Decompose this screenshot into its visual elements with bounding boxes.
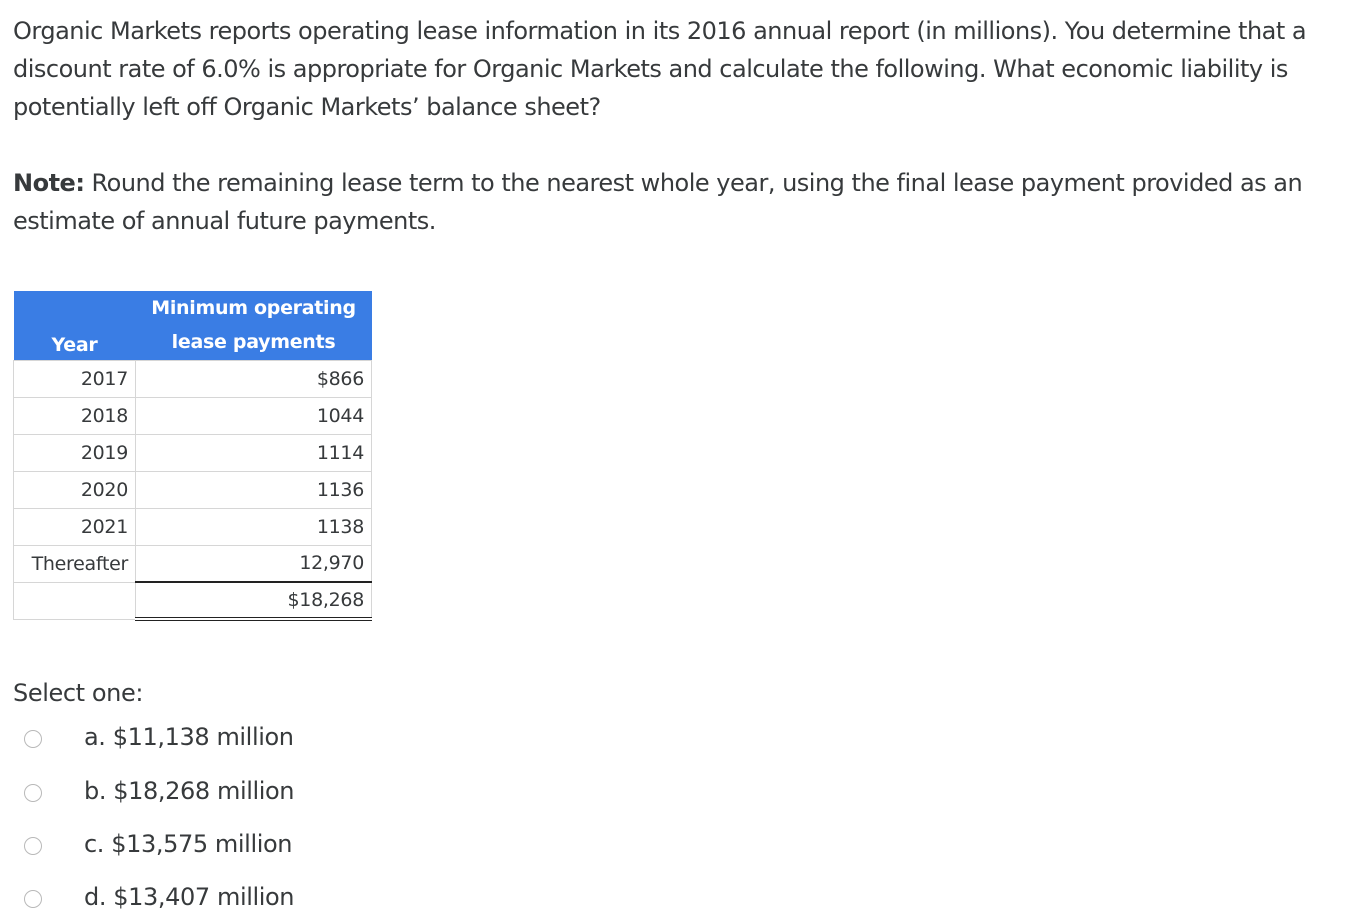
payment-cell: 1138 bbox=[136, 508, 372, 545]
year-cell: 2018 bbox=[14, 397, 136, 434]
table-row bbox=[14, 360, 372, 397]
payments-column-header bbox=[136, 291, 372, 360]
table-row bbox=[14, 434, 372, 471]
payment-cell: 12,970 bbox=[136, 545, 372, 582]
note-label: Note: bbox=[13, 169, 85, 197]
table-total-row bbox=[14, 582, 372, 619]
question-text: Organic Markets reports operating lease information in its 2016 annual report (in millions). You determine that a discount rate of 6.0% is appropriate for Organic Markets and calculate the following. What economic liability is potentially left off Organic Markets’ balance sheet? bbox=[13, 17, 1307, 121]
year-cell: 2020 bbox=[14, 471, 136, 508]
payment-cell: $866 bbox=[136, 360, 372, 397]
year-column-header: Year bbox=[14, 291, 136, 360]
total-year-cell bbox=[14, 582, 136, 619]
table-row bbox=[14, 508, 372, 545]
answer-label-c[interactable]: c. $13,575 million bbox=[84, 830, 293, 858]
question-text-block bbox=[13, 12, 1358, 240]
radio-button-c[interactable] bbox=[24, 837, 42, 855]
radio-button-d[interactable] bbox=[24, 890, 42, 908]
answer-option-c[interactable] bbox=[0, 824, 400, 864]
payment-cell: 1044 bbox=[136, 397, 372, 434]
answer-option-b[interactable] bbox=[0, 771, 400, 811]
year-cell: 2017 bbox=[14, 360, 136, 397]
year-cell: Thereafter bbox=[14, 545, 136, 582]
table-row bbox=[14, 545, 372, 582]
question-note bbox=[13, 164, 1358, 240]
year-cell: 2019 bbox=[14, 434, 136, 471]
radio-button-b[interactable] bbox=[24, 784, 42, 802]
answer-label-b[interactable]: b. $18,268 million bbox=[84, 777, 295, 805]
answer-option-a[interactable] bbox=[0, 717, 400, 757]
table-header-row bbox=[14, 291, 372, 360]
note-text: Round the remaining lease term to the nearest whole year, using the final lease payment provided as an estimate of annual future payments. bbox=[13, 169, 1303, 235]
table-row bbox=[14, 397, 372, 434]
answer-option-d[interactable] bbox=[0, 877, 400, 917]
table-row bbox=[14, 471, 372, 508]
payment-cell: 1136 bbox=[136, 471, 372, 508]
payments-header-line2: lease payments bbox=[171, 331, 336, 354]
payments-header-line1: Minimum operating bbox=[151, 297, 356, 320]
total-payment-cell: $18,268 bbox=[136, 582, 372, 619]
payment-cell: 1114 bbox=[136, 434, 372, 471]
radio-button-a[interactable] bbox=[24, 730, 42, 748]
select-one-prompt: Select one: bbox=[13, 679, 144, 707]
answer-label-d[interactable]: d. $13,407 million bbox=[84, 883, 295, 911]
year-cell: 2021 bbox=[14, 508, 136, 545]
answer-label-a[interactable]: a. $11,138 million bbox=[84, 723, 294, 751]
lease-payments-table bbox=[13, 291, 372, 621]
